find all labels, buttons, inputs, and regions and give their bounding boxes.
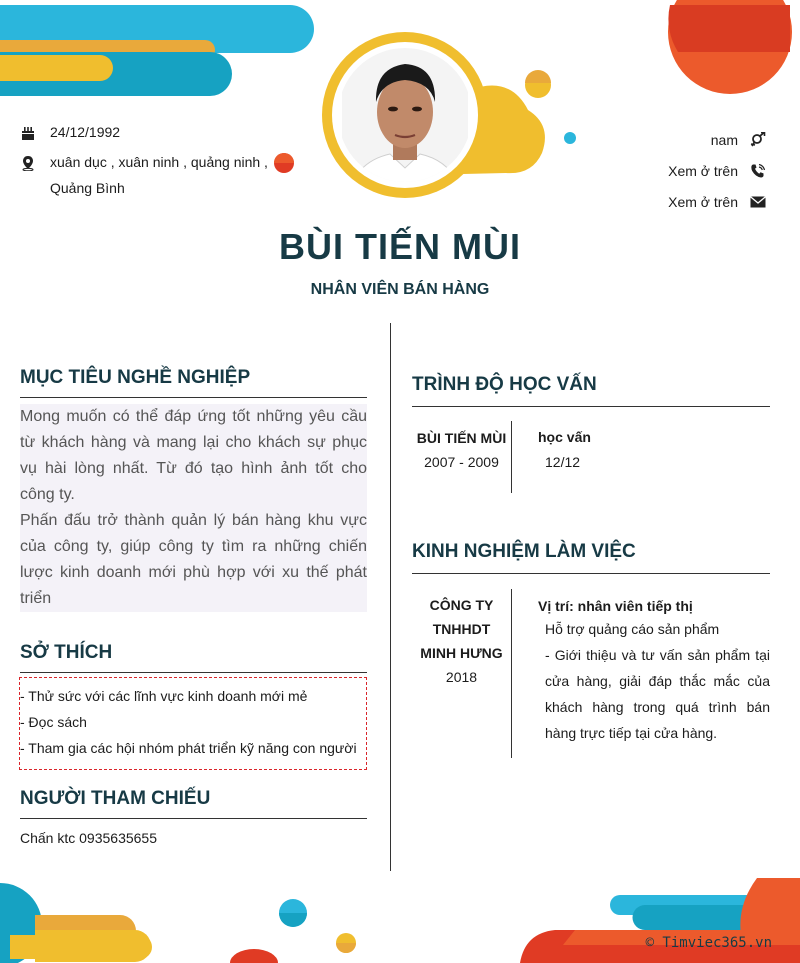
education-right — [538, 429, 591, 470]
references-rule — [20, 818, 367, 819]
column-divider — [390, 323, 391, 871]
candidate-name: BÙI TIẾN MÙI — [279, 226, 521, 267]
hobby-item: - Thử sức với các lĩnh vực kinh doanh mới mẻ — [20, 688, 308, 704]
phone: Xem ở trên — [668, 162, 738, 179]
email: Xem ở trên — [668, 193, 738, 210]
location-pin-icon — [20, 154, 50, 171]
company-line-1: CÔNG TY — [429, 597, 494, 613]
hobby-item: - Tham gia các hội nhóm phát triển kỹ năng con người — [20, 740, 357, 756]
objective-heading: MỤC TIÊU NGHỀ NGHIỆP — [20, 367, 251, 388]
gender-row — [548, 124, 768, 155]
phone-row — [548, 155, 768, 186]
contact-right — [548, 124, 768, 217]
objective-rule — [20, 397, 367, 398]
hobbies-rule — [20, 672, 367, 673]
birthdate-row — [20, 124, 280, 145]
email-row — [548, 186, 768, 217]
hobby-item: - Đọc sách — [20, 714, 87, 730]
hobbies-list — [19, 677, 367, 770]
objective-para-1: Mong muốn có thể đáp ứng tốt những yêu cầu từ khách hàng và mang lại cho khách sự phục vụ hài lòng nhất. Từ đó tạo hình ảnh tốt cho công ty. — [20, 404, 367, 508]
education-grade: 12/12 — [545, 454, 581, 470]
gender: nam — [710, 131, 738, 148]
address: xuân dục , xuân ninh , quảng ninh , Quảng Bình — [50, 154, 268, 196]
experience-desc-1: Hỗ trợ quảng cáo sản phẩm — [545, 621, 720, 637]
envelope-icon — [750, 196, 768, 208]
company-line-2: TNHHDT — [432, 621, 491, 637]
experience-left — [412, 589, 512, 758]
avatar — [342, 44, 468, 186]
objective-text — [20, 404, 367, 612]
education-school: BÙI TIẾN MÙI — [416, 430, 507, 446]
phone-icon — [750, 163, 768, 179]
experience-heading: KINH NGHIỆM LÀM VIỆC — [412, 541, 636, 562]
footer-credit: © Timviec365.vn — [645, 935, 772, 951]
hobbies-heading: SỞ THÍCH — [20, 642, 113, 663]
experience-desc-2: - Giới thiệu và tư vấn sản phẩm tại cửa hàng, giải đáp thắc mắc của khách hàng trong quá trình bán hàng trực tiếp tại cửa hàng. — [545, 647, 770, 741]
company-line-3: MINH HƯNG — [420, 645, 503, 661]
education-years: 2007 - 2009 — [424, 454, 499, 470]
experience-right — [538, 596, 770, 746]
education-heading: TRÌNH ĐỘ HỌC VẤN — [412, 374, 597, 395]
contact-left — [20, 124, 280, 210]
reference-text: Chấn ktc 0935635655 — [20, 830, 157, 846]
cake-icon — [20, 124, 50, 141]
job-title: NHÂN VIÊN BÁN HÀNG — [310, 281, 490, 298]
references-heading: NGƯỜI THAM CHIẾU — [20, 788, 211, 809]
education-rule — [412, 406, 770, 407]
birthdate: 24/12/1992 — [50, 124, 121, 140]
decor-top-right — [660, 0, 800, 100]
address-row — [20, 154, 280, 201]
experience-year: 2018 — [445, 669, 478, 685]
education-left — [412, 421, 512, 493]
experience-rule — [412, 573, 770, 574]
experience-position: Vị trí: nhân viên tiếp thị — [538, 598, 693, 614]
education-degree: học vấn — [538, 429, 591, 445]
objective-para-2: Phấn đấu trở thành quản lý bán hàng khu vực của công ty, giúp công ty tìm ra những chiến lược kinh doanh mới phù hợp với xu thế phát triển — [20, 508, 367, 612]
gender-icon — [750, 132, 768, 148]
decor-bottom-left — [0, 875, 370, 963]
